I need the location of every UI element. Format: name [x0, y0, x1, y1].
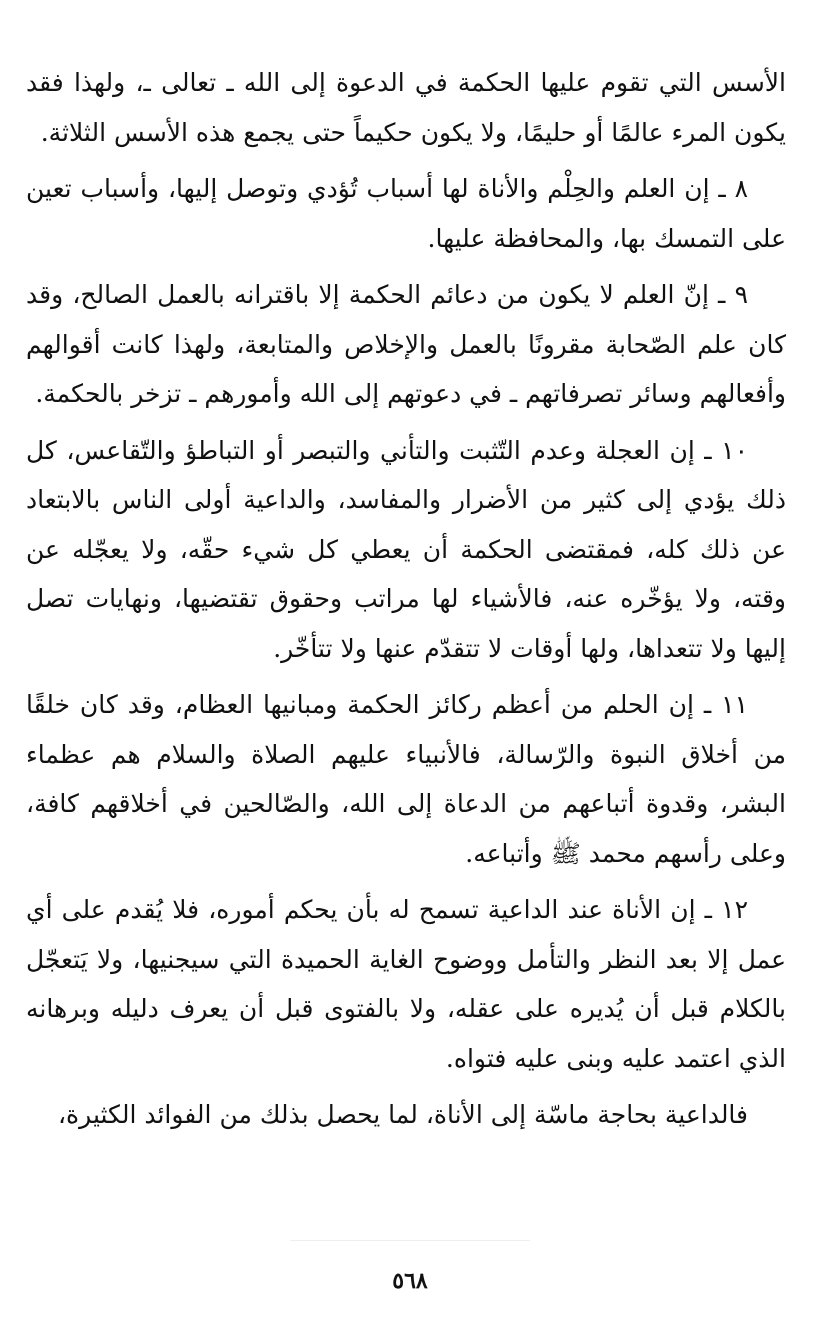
paragraph-closing: فالداعية بحاجة ماسّة إلى الأناة، لما يحصل بذلك من الفوائد الكثيرة، — [57, 1100, 748, 1129]
paragraph-point-9: ٩ ـ إنّ العلم لا يكون من دعائم الحكمة إلا باقترانه بالعمل الصالح، وقد كان علم الصّحابة مقرونًا بالعمل والإخلاص والمتابعة، ولهذا كانت أقوالهم وأفعالهم وسائر تصرفاتهم ـ في دعوتهم إلى الله وأمورهم ـ تزخر بالحكمة. — [26, 280, 786, 408]
paragraph-continuation: الأسس التي تقوم عليها الحكمة في الدعوة إلى الله ـ تعالى ـ، ولهذا فقد يكون المرء عالمًا أو حليمًا، ولا يكون حكيماً حتى يجمع هذه الأسس الثلاثة. — [26, 68, 786, 147]
paragraph-point-8: ٨ ـ إن العلم والحِلْم والأناة لها أسباب تُؤدي وتوصل إليها، وأسباب تعين على التمسك بها، والمحافظة عليها. — [26, 174, 786, 253]
paragraph-point-12: ١٢ ـ إن الأناة عند الداعية تسمح له بأن يحكم أموره، فلا يُقدم على أي عمل إلا بعد النظر والتأمل ووضوح الغاية الحميدة التي سيجنيها، ولا يَتعجّل بالكلام قبل أن يُديره على عقله، ولا بالفتوى قبل أن يعرف دليله وبرهانه الذي اعتمد عليه وبنى عليه فتواه. — [26, 895, 786, 1073]
paragraph-point-11: ١١ ـ إن الحلم من أعظم ركائز الحكمة ومبانيها العظام، وقد كان خلقًا من أخلاق النبوة والرّسالة، فالأنبياء عليهم الصلاة والسلام هم عظماء البشر، وقدوة أتباعهم من الدعاة إلى الله، والصّالحين في أخلاقهم كافة، وعلى رأسهم محمد ﷺ وأتباعه. — [26, 690, 786, 868]
paragraph-point-10: ١٠ ـ إن العجلة وعدم التّثبت والتأني والتبصر أو التباطؤ والتّقاعس، كل ذلك يؤدي إلى كثير من الأضرار والمفاسد، والداعية أولى الناس بالابتعاد عن ذلك كله، فمقتضى الحكمة أن يعطي كل شيء حقّه، ولا يعجّله عن وقته، ولا يؤخّره عنه، فالأشياء لها مراتب وحقوق تقتضيها، ونهايات تصل إليها ولا تتعداها، ولها أوقات لا تتقدّم عنها ولا تتأخّر. — [26, 435, 786, 663]
page-number: ٥٦٨ — [392, 1268, 428, 1294]
footer-divider — [290, 1240, 530, 1241]
